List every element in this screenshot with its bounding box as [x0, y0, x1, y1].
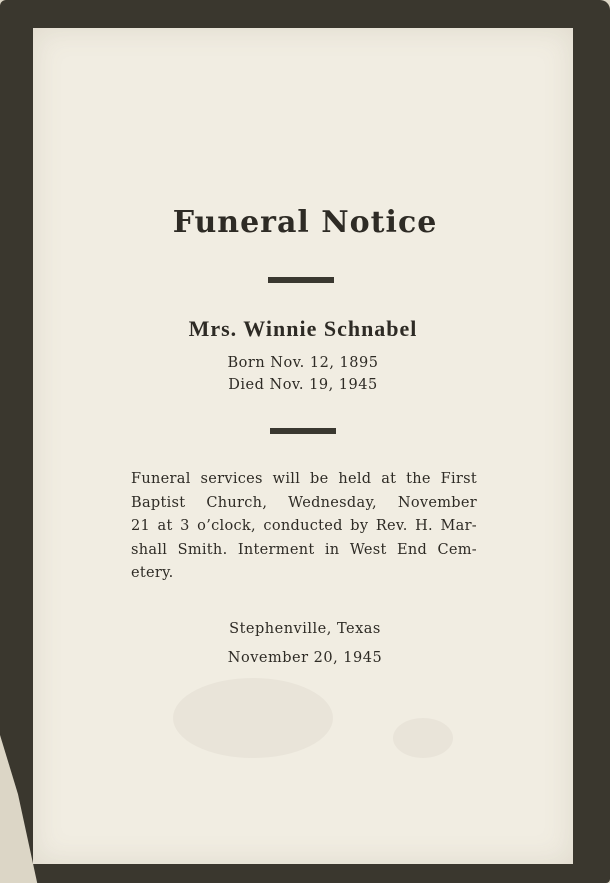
- service-details-line: etery.: [131, 565, 174, 581]
- divider-rule: [270, 428, 336, 434]
- divider-rule: [268, 277, 334, 283]
- service-details-line: 21 at 3 o’clock, conducted by Rev. H. Mar-: [131, 518, 477, 534]
- service-details-line: Funeral services will be held at the First: [131, 471, 477, 487]
- notice-city: Stephenville, Texas: [229, 621, 381, 637]
- notice-paper: [33, 28, 573, 864]
- service-details-line: Baptist Church, Wednesday, November: [131, 494, 477, 511]
- deceased-name: Mrs. Winnie Schnabel: [188, 316, 418, 341]
- service-details-line: shall Smith. Interment in West End Cem-: [131, 541, 477, 558]
- birth-date: Born Nov. 12, 1895: [227, 355, 379, 371]
- paper-stain: [393, 718, 453, 758]
- notice-date: November 20, 1945: [227, 650, 383, 666]
- paper-stain: [173, 678, 333, 758]
- notice-title: Funeral Notice: [172, 205, 438, 240]
- death-date: Died Nov. 19, 1945: [228, 377, 378, 393]
- service-details: [131, 468, 477, 586]
